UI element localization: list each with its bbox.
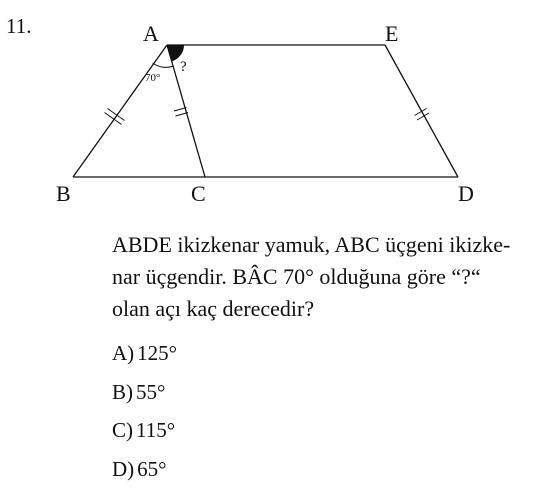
- question-number: 11.: [6, 14, 32, 38]
- point-label-d: D: [458, 181, 474, 206]
- choice-d[interactable]: [112, 450, 177, 489]
- question-text: [112, 229, 552, 325]
- angle-70-arc: [153, 63, 174, 67]
- question-line-3: olan açı kaç derecedir?: [112, 296, 315, 321]
- segment-ab: [73, 45, 167, 177]
- answer-choices: [112, 334, 177, 488]
- point-label-a: A: [143, 21, 159, 46]
- choice-text: 115°: [136, 418, 176, 442]
- choice-letter: B): [112, 379, 133, 404]
- choice-text: 65°: [137, 456, 167, 481]
- tick-marks-ab: [105, 109, 125, 125]
- choice-letter: C): [112, 418, 133, 442]
- point-label-b: B: [56, 181, 71, 206]
- unknown-angle-label: ?: [180, 59, 187, 75]
- point-label-e: E: [385, 21, 399, 46]
- choice-letter: A): [112, 341, 135, 365]
- choice-c[interactable]: [112, 411, 177, 450]
- choice-letter: D): [112, 456, 135, 481]
- choice-b[interactable]: [112, 373, 177, 412]
- angle-70-label: 70°: [145, 72, 161, 84]
- point-label-c: C: [191, 181, 206, 206]
- question-line-2: nar üçgendir. BÂC 70° olduğuna göre “?“: [112, 264, 481, 289]
- choice-text: 55°: [136, 379, 166, 404]
- choice-a[interactable]: [112, 334, 177, 373]
- question-line-1: ABDE ikizkenar yamuk, ABC üçgeni ikizke-: [112, 232, 511, 257]
- trapezoid-figure: [0, 0, 558, 220]
- choice-text: 125°: [137, 341, 178, 365]
